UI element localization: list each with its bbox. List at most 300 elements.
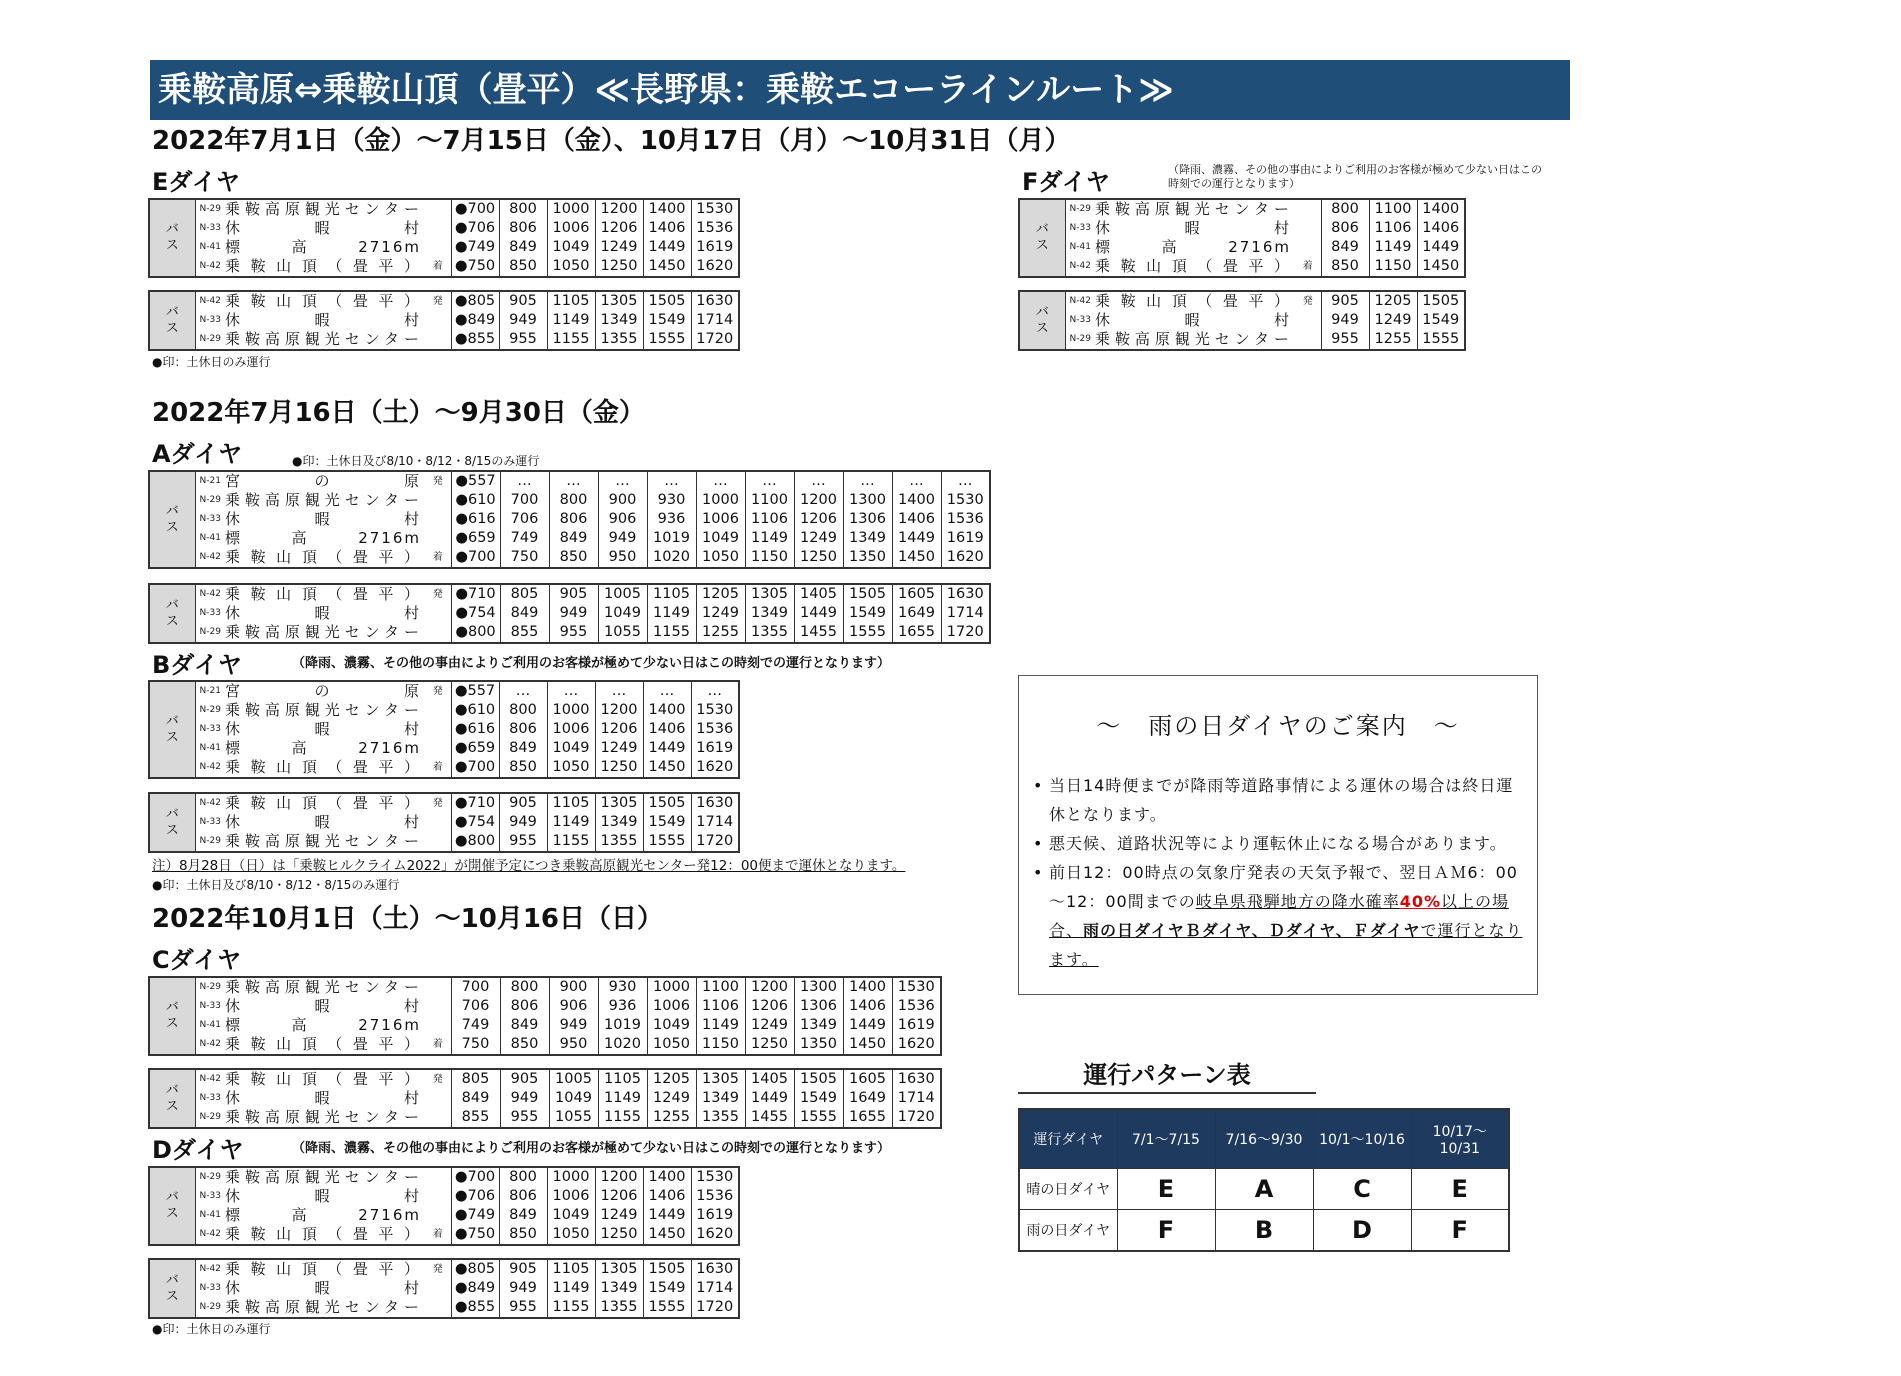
time-cell: 1019 — [647, 529, 696, 548]
time-cell: … — [696, 471, 745, 491]
time-cell: 1619 — [892, 1016, 941, 1035]
timetable-row — [149, 793, 739, 813]
dia-a-note: ●印：土休日及び8/10・8/12・8/15のみ運行 — [292, 454, 540, 468]
time-cell: ●800 — [451, 623, 500, 643]
stop-mark: 着 — [432, 1229, 443, 1240]
time-cell: … — [499, 681, 547, 701]
time-cell: 1549 — [1417, 311, 1465, 330]
time-cell: ●659 — [451, 529, 500, 548]
timetable-row — [149, 739, 739, 758]
pattern-cell: B — [1215, 1210, 1313, 1252]
timetable-row — [149, 977, 941, 997]
time-cell: 1249 — [745, 1016, 794, 1035]
dia-f-note: （降雨、濃霧、その他の事由によりご利用のお客様が極めて少ない日はこの時刻での運行となります） — [1168, 163, 1542, 190]
rain-day-info-box — [1018, 675, 1538, 995]
time-cell: 905 — [1321, 291, 1369, 311]
timetable-row — [149, 238, 739, 257]
timetable-row — [149, 720, 739, 739]
dia-d-note2: ●印：土休日のみ運行 — [152, 1322, 271, 1336]
time-cell: ●659 — [451, 739, 499, 758]
time-cell: 1450 — [643, 1225, 691, 1245]
pattern-header: 運行ダイヤ — [1019, 1109, 1117, 1169]
timetable-row — [149, 1187, 739, 1206]
rain-info-list — [1033, 771, 1527, 974]
time-cell: 1349 — [745, 604, 794, 623]
time-cell: … — [547, 681, 595, 701]
time-cell: 1049 — [598, 604, 647, 623]
timetable-row — [149, 1035, 941, 1055]
dia-c-label: Cダイヤ — [152, 946, 242, 974]
pattern-cell: E — [1411, 1169, 1509, 1210]
pattern-header: 10/1～10/16 — [1313, 1109, 1411, 1169]
timetable-f-down — [1018, 290, 1466, 351]
stop-code: N-29 — [1069, 334, 1091, 344]
time-cell: 1505 — [643, 793, 691, 813]
time-cell: ●616 — [451, 720, 499, 739]
time-cell: 1349 — [843, 529, 892, 548]
time-cell: 1620 — [691, 758, 739, 778]
time-cell: 1449 — [1417, 238, 1465, 257]
time-cell: 1106 — [745, 510, 794, 529]
time-cell: 1406 — [643, 219, 691, 238]
pattern-cell: E — [1117, 1169, 1215, 1210]
time-cell: 1405 — [794, 584, 843, 604]
stop-code: N-41 — [199, 1210, 221, 1220]
pattern-header: 10/17～10/31 — [1411, 1109, 1509, 1169]
timetable-row — [1019, 330, 1465, 350]
stop-code: N-21 — [199, 686, 221, 696]
time-cell: 1450 — [643, 758, 691, 778]
time-cell: 1105 — [647, 584, 696, 604]
stop-mark: 着 — [1302, 261, 1313, 272]
bus-label: バ ス — [149, 1167, 195, 1245]
time-cell: 1630 — [892, 1069, 941, 1089]
stop-code: N-33 — [199, 608, 221, 618]
time-cell: 1206 — [745, 997, 794, 1016]
time-cell: 1250 — [595, 257, 643, 277]
stop-mark: 着 — [432, 1039, 443, 1050]
stop-code: N-42 — [199, 762, 221, 772]
time-cell: 1349 — [696, 1089, 745, 1108]
stop-mark — [425, 720, 451, 739]
stop-code: N-33 — [199, 724, 221, 734]
time-cell: 1000 — [647, 977, 696, 997]
timetable-row — [149, 219, 739, 238]
stop-name: 乗鞍山頂（畳平） — [225, 1260, 421, 1278]
time-cell: 1536 — [691, 219, 739, 238]
stop-code: N-33 — [199, 514, 221, 524]
time-cell: 1200 — [745, 977, 794, 997]
timetable-d-down — [148, 1258, 740, 1319]
time-cell: 1020 — [598, 1035, 647, 1055]
timetable — [148, 680, 740, 779]
time-cell: 1200 — [794, 491, 843, 510]
time-cell: 1714 — [691, 1279, 739, 1298]
timetable-row — [149, 1225, 739, 1245]
time-cell: 1305 — [595, 291, 643, 311]
pattern-cell: F — [1117, 1210, 1215, 1252]
stop-code: N-42 — [199, 798, 221, 808]
stop-code: N-29 — [199, 334, 221, 344]
time-cell: 850 — [499, 1225, 547, 1245]
time-cell: ●706 — [451, 1187, 499, 1206]
time-cell: 1349 — [595, 311, 643, 330]
stop-code: N-42 — [199, 1074, 221, 1084]
timetable-a-up — [148, 470, 991, 569]
time-cell: 1406 — [1417, 219, 1465, 238]
stop-name: 乗鞍山頂（畳平） — [225, 794, 421, 812]
time-cell: 1530 — [892, 977, 941, 997]
timetable-row — [149, 491, 990, 510]
time-cell: 1549 — [643, 311, 691, 330]
timetable-row — [149, 1016, 941, 1035]
time-cell: 805 — [500, 584, 549, 604]
time-cell: 1549 — [643, 1279, 691, 1298]
time-cell: 1300 — [843, 491, 892, 510]
time-cell: 1200 — [595, 1167, 643, 1187]
time-cell: 905 — [500, 1069, 549, 1089]
time-cell: ●800 — [451, 832, 499, 852]
time-cell: ●754 — [451, 813, 499, 832]
time-cell: 950 — [549, 1035, 598, 1055]
time-cell: 1006 — [696, 510, 745, 529]
time-cell: 1555 — [843, 623, 892, 643]
dia-f-label: Fダイヤ — [1022, 168, 1110, 196]
timetable — [148, 976, 942, 1056]
time-cell: 1620 — [691, 257, 739, 277]
time-cell: 1049 — [547, 238, 595, 257]
time-cell: 849 — [499, 739, 547, 758]
time-cell: 1255 — [1369, 330, 1417, 350]
stop-name: 乗鞍高原観光センター — [225, 978, 421, 996]
period1-heading: 2022年7月1日（金）～7月15日（金）、10月17日（月）～10月31日（月） — [152, 126, 1071, 156]
time-cell: 905 — [549, 584, 598, 604]
stop-code: N-29 — [199, 204, 221, 214]
time-cell: 849 — [500, 604, 549, 623]
time-cell: 800 — [499, 1167, 547, 1187]
time-cell: 955 — [549, 623, 598, 643]
timetable — [148, 1166, 740, 1246]
time-cell: 1049 — [647, 1016, 696, 1035]
time-cell: ●855 — [451, 1298, 499, 1318]
time-cell: 1355 — [696, 1108, 745, 1128]
stop-mark: 発 — [432, 296, 443, 307]
stop-mark: 発 — [432, 798, 443, 809]
time-cell: 906 — [598, 510, 647, 529]
bus-label: バ ス — [149, 584, 195, 643]
time-cell: 850 — [499, 257, 547, 277]
pattern-row-rainy — [1019, 1210, 1509, 1252]
rain-info-title: ～ 雨の日ダイヤのご案内 ～ — [1096, 712, 1460, 740]
timetable-d-up — [148, 1166, 740, 1246]
rain-info-bullet-1: • 当日14時便までが降雨等道路事情による運休の場合は終日運休となります。 — [1033, 771, 1527, 829]
stop-name: 標高2716m — [225, 238, 421, 256]
stop-name: 乗鞍山頂（畳平） — [225, 1070, 421, 1088]
timetable — [148, 792, 740, 853]
stop-name: 乗鞍高原観光センター — [1095, 330, 1291, 348]
time-cell: 1055 — [598, 623, 647, 643]
stop-mark — [425, 311, 451, 330]
time-cell: 1605 — [843, 1069, 892, 1089]
time-cell: 1720 — [941, 623, 990, 643]
time-cell: 850 — [500, 1035, 549, 1055]
time-cell: ●610 — [451, 701, 499, 720]
stop-name: 乗鞍山頂（畳平） — [225, 585, 421, 603]
time-cell: 1450 — [643, 257, 691, 277]
pattern-cell: D — [1313, 1210, 1411, 1252]
stop-code: N-33 — [1069, 315, 1091, 325]
time-cell: 1449 — [892, 529, 941, 548]
time-cell: 1355 — [745, 623, 794, 643]
time-cell: 1549 — [643, 813, 691, 832]
time-cell: 1630 — [691, 1259, 739, 1279]
time-cell: 1619 — [941, 529, 990, 548]
time-cell: 805 — [451, 1069, 500, 1089]
dia-e-label: Eダイヤ — [152, 168, 240, 196]
stop-name: 休暇村 — [225, 720, 421, 738]
timetable-row — [1019, 199, 1465, 219]
time-cell: 1714 — [892, 1089, 941, 1108]
time-cell: 1530 — [941, 491, 990, 510]
timetable — [148, 583, 991, 644]
time-cell: 1305 — [595, 793, 643, 813]
stop-mark — [425, 997, 451, 1016]
timetable-row — [149, 604, 990, 623]
stop-name: 乗鞍高原観光センター — [225, 491, 421, 509]
stop-code: N-33 — [199, 223, 221, 233]
stop-code: N-29 — [199, 1172, 221, 1182]
time-cell: 1630 — [941, 584, 990, 604]
bus-label: バ ス — [149, 199, 195, 277]
timetable — [148, 1068, 942, 1129]
time-cell: 800 — [1321, 199, 1369, 219]
timetable-row — [149, 584, 990, 604]
time-cell: ●700 — [451, 548, 500, 568]
timetable-row — [149, 701, 739, 720]
time-cell: 1249 — [595, 739, 643, 758]
stop-name: 乗鞍高原観光センター — [225, 1108, 421, 1126]
time-cell: 955 — [500, 1108, 549, 1128]
page-title: 乗鞍高原⇔乗鞍山頂（畳平）≪長野県：乗鞍エコーラインルート≫ — [150, 60, 1570, 120]
time-cell: 1006 — [547, 219, 595, 238]
time-cell: 1155 — [547, 832, 595, 852]
stop-mark — [1295, 311, 1321, 330]
time-cell: 1206 — [595, 219, 643, 238]
time-cell: 1449 — [843, 1016, 892, 1035]
stop-mark: 発 — [432, 476, 443, 487]
time-cell: 1249 — [595, 1206, 643, 1225]
stop-name: 休暇村 — [225, 604, 421, 622]
stop-name: 乗鞍高原観光センター — [225, 701, 421, 719]
time-cell: 1350 — [794, 1035, 843, 1055]
time-cell: 1205 — [647, 1069, 696, 1089]
time-cell: 1105 — [598, 1069, 647, 1089]
stop-code: N-42 — [199, 296, 221, 306]
time-cell: 1050 — [547, 758, 595, 778]
time-cell: ●749 — [451, 238, 499, 257]
time-cell: 1505 — [1417, 291, 1465, 311]
time-cell: ●805 — [451, 1259, 499, 1279]
time-cell: 936 — [598, 997, 647, 1016]
stop-code: N-33 — [1069, 223, 1091, 233]
time-cell: 1619 — [691, 238, 739, 257]
time-cell: 1449 — [794, 604, 843, 623]
stop-name: 乗鞍高原観光センター — [225, 623, 421, 641]
time-cell: ●706 — [451, 219, 499, 238]
time-cell: 1720 — [892, 1108, 941, 1128]
time-cell: 949 — [549, 604, 598, 623]
stop-name: 休暇村 — [225, 1187, 421, 1205]
time-cell: 1000 — [547, 199, 595, 219]
time-cell: 1350 — [843, 548, 892, 568]
time-cell: ●849 — [451, 311, 499, 330]
time-cell: 1630 — [691, 793, 739, 813]
stop-mark — [425, 1016, 451, 1035]
timetable-row — [149, 1069, 941, 1089]
time-cell: 749 — [451, 1016, 500, 1035]
time-cell: … — [500, 471, 549, 491]
timetable-row — [149, 291, 739, 311]
pattern-row-label: 晴の日ダイヤ — [1019, 1169, 1117, 1210]
time-cell: 1649 — [843, 1089, 892, 1108]
timetable-b-up — [148, 680, 740, 779]
time-cell: 1555 — [643, 1298, 691, 1318]
stop-mark — [425, 813, 451, 832]
time-cell: 1536 — [941, 510, 990, 529]
time-cell: ●610 — [451, 491, 500, 510]
dia-d-label: Dダイヤ — [152, 1136, 244, 1164]
stop-code: N-33 — [199, 1001, 221, 1011]
timetable-row — [149, 330, 739, 350]
stop-name: 休暇村 — [1095, 311, 1291, 329]
time-cell: 1406 — [643, 1187, 691, 1206]
time-cell: 1400 — [643, 199, 691, 219]
time-cell: 1450 — [892, 548, 941, 568]
pattern-cell: C — [1313, 1169, 1411, 1210]
time-cell: 1206 — [595, 1187, 643, 1206]
time-cell: 1449 — [643, 739, 691, 758]
bus-label: バ ス — [149, 471, 195, 568]
time-cell: 949 — [500, 1089, 549, 1108]
stop-code: N-29 — [199, 982, 221, 992]
time-cell: 949 — [499, 813, 547, 832]
time-cell: 1155 — [598, 1108, 647, 1128]
stop-name: 乗鞍高原観光センター — [225, 330, 421, 348]
stop-name: 休暇村 — [1095, 219, 1291, 237]
time-cell: … — [843, 471, 892, 491]
stop-name: 乗鞍高原観光センター — [225, 832, 421, 850]
timetable — [148, 290, 740, 351]
time-cell: ●557 — [451, 471, 500, 491]
time-cell: 1005 — [598, 584, 647, 604]
time-cell: 1449 — [643, 238, 691, 257]
stop-mark — [1295, 238, 1321, 257]
time-cell: 806 — [549, 510, 598, 529]
stop-mark — [425, 832, 451, 852]
time-cell: 1049 — [547, 739, 595, 758]
time-cell: 955 — [499, 1298, 547, 1318]
stop-name: 乗鞍山頂（畳平） — [225, 257, 421, 275]
timetable-e-up — [148, 198, 740, 278]
bus-label: バ ス — [1019, 199, 1065, 277]
time-cell: 1405 — [745, 1069, 794, 1089]
time-cell: 1155 — [547, 1298, 595, 1318]
stop-mark: 発 — [432, 1074, 443, 1085]
stop-mark — [425, 238, 451, 257]
stop-code: N-29 — [199, 627, 221, 637]
time-cell: 1714 — [691, 311, 739, 330]
bus-label: バ ス — [149, 977, 195, 1055]
time-cell: 1505 — [794, 1069, 843, 1089]
time-cell: 750 — [500, 548, 549, 568]
time-cell: 1105 — [547, 1259, 595, 1279]
stop-code: N-29 — [199, 705, 221, 715]
time-cell: 1349 — [595, 1279, 643, 1298]
time-cell: … — [892, 471, 941, 491]
stop-code: N-29 — [199, 836, 221, 846]
time-cell: 1050 — [647, 1035, 696, 1055]
time-cell: 849 — [499, 1206, 547, 1225]
timetable-row — [149, 471, 990, 491]
stop-mark — [425, 1298, 451, 1318]
stop-code: N-33 — [199, 315, 221, 325]
time-cell: 1000 — [547, 1167, 595, 1187]
time-cell: ●750 — [451, 257, 499, 277]
stop-name: 休暇村 — [225, 311, 421, 329]
time-cell: 849 — [549, 529, 598, 548]
stop-mark: 発 — [1302, 296, 1313, 307]
time-cell: 1006 — [647, 997, 696, 1016]
stop-mark: 発 — [432, 686, 443, 697]
time-cell: 1205 — [1369, 291, 1417, 311]
time-cell: 1000 — [696, 491, 745, 510]
time-cell: 1505 — [643, 291, 691, 311]
stop-mark — [425, 330, 451, 350]
pattern-table-title: 運行パターン表 — [1018, 1058, 1316, 1094]
stop-mark: 着 — [432, 261, 443, 272]
stop-mark: 発 — [432, 589, 443, 600]
time-cell: … — [691, 681, 739, 701]
time-cell: ●700 — [451, 1167, 499, 1187]
stop-code: N-29 — [199, 495, 221, 505]
stop-code: N-33 — [199, 1191, 221, 1201]
time-cell: 1549 — [843, 604, 892, 623]
time-cell: 1250 — [794, 548, 843, 568]
stop-name: 乗鞍山頂（畳平） — [1095, 292, 1291, 310]
time-cell: ●710 — [451, 584, 500, 604]
stop-name: 休暇村 — [225, 813, 421, 831]
time-cell: 1249 — [647, 1089, 696, 1108]
bus-label: バ ス — [149, 1069, 195, 1128]
time-cell: 1149 — [745, 529, 794, 548]
time-cell: 849 — [500, 1016, 549, 1035]
stop-mark: 着 — [432, 552, 443, 563]
stop-mark: 着 — [432, 762, 443, 773]
stop-code: N-33 — [199, 1283, 221, 1293]
timetable-row — [149, 813, 739, 832]
time-cell: … — [643, 681, 691, 701]
stop-name: 乗鞍山頂（畳平） — [225, 1225, 421, 1243]
timetable — [148, 470, 991, 569]
time-cell: 706 — [451, 997, 500, 1016]
stop-name: 標高2716m — [225, 1016, 421, 1034]
time-cell: 1000 — [547, 701, 595, 720]
time-cell: 1150 — [1369, 257, 1417, 277]
stop-code: N-29 — [199, 1112, 221, 1122]
time-cell: 1249 — [696, 604, 745, 623]
timetable-row — [149, 311, 739, 330]
time-cell: 1536 — [691, 720, 739, 739]
